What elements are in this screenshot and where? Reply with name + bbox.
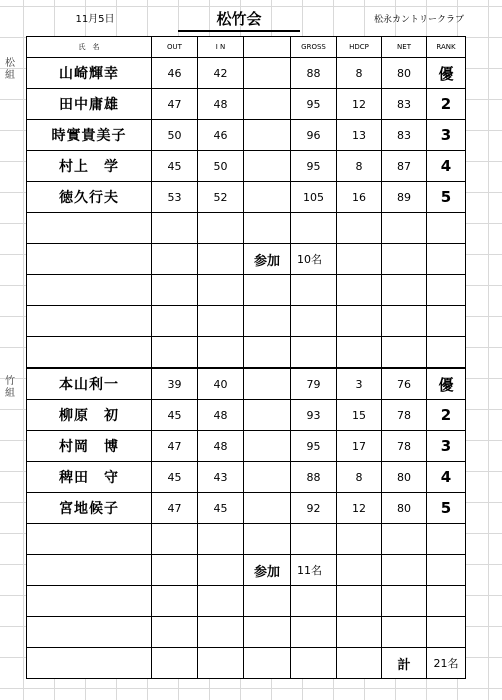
empty-cell [427, 617, 466, 648]
participation-row [27, 244, 466, 275]
table-row [27, 431, 466, 462]
out-score: 50 [152, 120, 198, 151]
empty-cell [244, 213, 291, 244]
empty-cell [198, 586, 244, 617]
empty-cell [152, 306, 198, 337]
rank-value: 2 [427, 89, 466, 120]
net-score: 83 [382, 120, 427, 151]
empty-cell [337, 617, 382, 648]
total-count: 21名 [427, 648, 466, 679]
net-score: 83 [382, 89, 427, 120]
empty-cell [244, 617, 291, 648]
empty-cell [198, 306, 244, 337]
empty-cell [337, 648, 382, 679]
net-score: 76 [382, 368, 427, 400]
empty-cell [337, 586, 382, 617]
player-name: 田中庸雄 [27, 89, 152, 120]
empty-cell [427, 555, 466, 586]
net-score: 87 [382, 151, 427, 182]
net-score: 78 [382, 431, 427, 462]
blank-cell [244, 400, 291, 431]
in-score: 48 [198, 89, 244, 120]
header-row [27, 37, 466, 58]
empty-cell [291, 524, 337, 555]
hdcp-value: 3 [337, 368, 382, 400]
empty-row [27, 586, 466, 617]
empty-cell [198, 213, 244, 244]
table-row [27, 493, 466, 524]
empty-cell [337, 337, 382, 369]
participation-label: 参加 [244, 555, 291, 586]
empty-cell [427, 213, 466, 244]
empty-cell [382, 306, 427, 337]
empty-cell [244, 586, 291, 617]
gross-score: 95 [291, 89, 337, 120]
empty-cell [382, 244, 427, 275]
group-label-matsu [2, 58, 18, 82]
empty-cell [382, 524, 427, 555]
empty-cell [382, 586, 427, 617]
empty-cell [198, 244, 244, 275]
out-score: 53 [152, 182, 198, 213]
empty-cell [382, 555, 427, 586]
empty-cell [198, 555, 244, 586]
empty-row [27, 524, 466, 555]
group-label-take [2, 376, 18, 400]
net-score: 89 [382, 182, 427, 213]
total-label: 計 [382, 648, 427, 679]
blank-cell [244, 368, 291, 400]
empty-cell [198, 275, 244, 306]
empty-cell [152, 617, 198, 648]
hdcp-value: 12 [337, 493, 382, 524]
out-score: 39 [152, 368, 198, 400]
empty-row [27, 617, 466, 648]
out-score: 47 [152, 493, 198, 524]
empty-cell [244, 306, 291, 337]
empty-cell [291, 648, 337, 679]
rank-value: 5 [427, 182, 466, 213]
empty-cell [244, 648, 291, 679]
participation-count: 11名 [291, 555, 337, 586]
empty-cell [152, 555, 198, 586]
rank-value: 4 [427, 462, 466, 493]
col-header-net: NET [382, 37, 427, 58]
out-score: 45 [152, 151, 198, 182]
empty-cell [427, 586, 466, 617]
in-score: 45 [198, 493, 244, 524]
empty-cell [427, 244, 466, 275]
col-header-rank: RANK [427, 37, 466, 58]
player-name: 村岡 博 [27, 431, 152, 462]
empty-cell [291, 617, 337, 648]
participation-count: 10名 [291, 244, 337, 275]
empty-cell [152, 275, 198, 306]
empty-row [27, 213, 466, 244]
empty-cell [337, 555, 382, 586]
rank-value: 3 [427, 431, 466, 462]
empty-cell [427, 275, 466, 306]
hdcp-value: 8 [337, 462, 382, 493]
gross-score: 105 [291, 182, 337, 213]
score-table [26, 36, 466, 679]
blank-cell [244, 120, 291, 151]
empty-cell [291, 306, 337, 337]
empty-cell [382, 337, 427, 369]
in-score: 50 [198, 151, 244, 182]
col-header-blank [244, 37, 291, 58]
empty-cell [27, 306, 152, 337]
total-row [27, 648, 466, 679]
table-row [27, 400, 466, 431]
in-score: 48 [198, 400, 244, 431]
out-score: 46 [152, 58, 198, 89]
empty-cell [152, 648, 198, 679]
net-score: 80 [382, 58, 427, 89]
empty-cell [27, 337, 152, 369]
empty-cell [337, 524, 382, 555]
empty-cell [291, 213, 337, 244]
hdcp-value: 12 [337, 89, 382, 120]
player-name: 山崎輝幸 [27, 58, 152, 89]
hdcp-value: 8 [337, 58, 382, 89]
empty-cell [27, 244, 152, 275]
out-score: 45 [152, 462, 198, 493]
group-label-matsu-text: 松組 [5, 58, 15, 81]
player-name: 本山利一 [27, 368, 152, 400]
table-row [27, 462, 466, 493]
gross-score: 95 [291, 431, 337, 462]
rank-value: 5 [427, 493, 466, 524]
empty-cell [244, 524, 291, 555]
empty-cell [382, 213, 427, 244]
col-header-gross: GROSS [291, 37, 337, 58]
gross-score: 92 [291, 493, 337, 524]
hdcp-value: 16 [337, 182, 382, 213]
in-score: 43 [198, 462, 244, 493]
empty-cell [27, 555, 152, 586]
empty-cell [198, 648, 244, 679]
empty-row [27, 275, 466, 306]
blank-cell [244, 58, 291, 89]
hdcp-value: 17 [337, 431, 382, 462]
empty-cell [152, 244, 198, 275]
empty-cell [337, 275, 382, 306]
group-label-take-text: 竹組 [5, 376, 15, 399]
empty-cell [382, 617, 427, 648]
net-score: 78 [382, 400, 427, 431]
empty-cell [382, 275, 427, 306]
table-row [27, 368, 466, 400]
gross-score: 79 [291, 368, 337, 400]
player-name: 柳原 初 [27, 400, 152, 431]
hdcp-value: 8 [337, 151, 382, 182]
gross-score: 93 [291, 400, 337, 431]
club-name: 松永カントリークラブ [373, 15, 464, 25]
empty-row [27, 337, 466, 369]
blank-cell [244, 493, 291, 524]
rank-value: 優 [427, 368, 466, 400]
in-score: 52 [198, 182, 244, 213]
empty-cell [427, 337, 466, 369]
empty-cell [427, 524, 466, 555]
participation-row [27, 555, 466, 586]
net-score: 80 [382, 493, 427, 524]
col-header-out: OUT [152, 37, 198, 58]
rank-value: 3 [427, 120, 466, 151]
empty-cell [27, 648, 152, 679]
empty-cell [291, 337, 337, 369]
table-row [27, 89, 466, 120]
participation-label: 参加 [244, 244, 291, 275]
empty-cell [244, 275, 291, 306]
in-score: 42 [198, 58, 244, 89]
hdcp-value: 13 [337, 120, 382, 151]
blank-cell [244, 89, 291, 120]
player-name: 徳久行夫 [27, 182, 152, 213]
player-name: 稗田 守 [27, 462, 152, 493]
empty-cell [198, 337, 244, 369]
out-score: 47 [152, 431, 198, 462]
rank-value: 4 [427, 151, 466, 182]
player-name: 時實貴美子 [27, 120, 152, 151]
out-score: 47 [152, 89, 198, 120]
col-header-in: I N [198, 37, 244, 58]
empty-cell [337, 244, 382, 275]
empty-cell [337, 306, 382, 337]
empty-row [27, 306, 466, 337]
empty-cell [152, 586, 198, 617]
col-header-hdcp: HDCP [337, 37, 382, 58]
table-row [27, 120, 466, 151]
player-name: 宮地候子 [27, 493, 152, 524]
empty-cell [152, 337, 198, 369]
table-row [27, 58, 466, 89]
empty-cell [291, 275, 337, 306]
empty-cell [27, 617, 152, 648]
blank-cell [244, 462, 291, 493]
in-score: 48 [198, 431, 244, 462]
empty-cell [27, 213, 152, 244]
blank-cell [244, 182, 291, 213]
rank-value: 2 [427, 400, 466, 431]
col-header-name: 氏 名 [27, 37, 152, 58]
in-score: 40 [198, 368, 244, 400]
hdcp-value: 15 [337, 400, 382, 431]
gross-score: 96 [291, 120, 337, 151]
table-row [27, 182, 466, 213]
gross-score: 88 [291, 462, 337, 493]
empty-cell [198, 617, 244, 648]
empty-cell [244, 337, 291, 369]
blank-cell [244, 151, 291, 182]
empty-cell [152, 524, 198, 555]
rank-value: 優 [427, 58, 466, 89]
gross-score: 88 [291, 58, 337, 89]
event-date: 11月5日 [75, 14, 115, 25]
event-title: 松竹会 [178, 8, 300, 32]
empty-cell [152, 213, 198, 244]
blank-cell [244, 431, 291, 462]
gross-score: 95 [291, 151, 337, 182]
empty-cell [27, 524, 152, 555]
player-name: 村上 学 [27, 151, 152, 182]
net-score: 80 [382, 462, 427, 493]
empty-cell [198, 524, 244, 555]
empty-cell [337, 213, 382, 244]
out-score: 45 [152, 400, 198, 431]
empty-cell [27, 586, 152, 617]
in-score: 46 [198, 120, 244, 151]
empty-cell [427, 306, 466, 337]
empty-cell [291, 586, 337, 617]
table-row [27, 151, 466, 182]
empty-cell [27, 275, 152, 306]
